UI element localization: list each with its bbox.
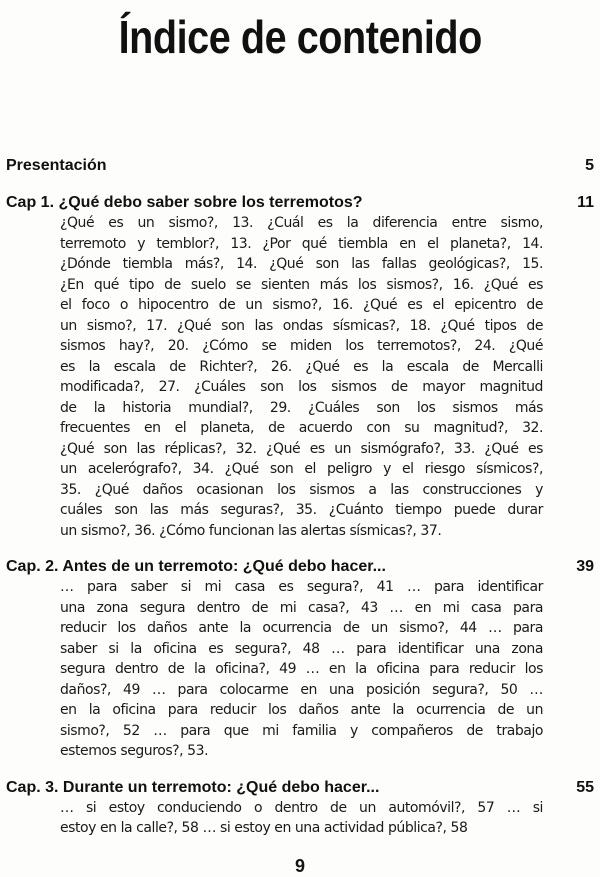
- toc-entry-page: 5: [585, 157, 594, 174]
- toc-topic-line: de la historia mundial?, 29. ¿Cuáles son los sismos más: [60, 399, 543, 416]
- toc-topic-line: un acelerógrafo?, 34. ¿Qué son el peligro y el riesgo sísmicos?,: [60, 461, 543, 477]
- toc-topic-line: 35. ¿Qué daños ocasionan los sismos a las construcciones y: [60, 481, 543, 498]
- toc-entry-cap2-topics: [60, 577, 543, 762]
- toc-entry-cap3: [0, 778, 600, 839]
- toc-topic-line: segura dentro de la oficina?, 49 … en la oficina para reducir los: [60, 661, 543, 677]
- toc-entry-heading: Cap. 2. Antes de un terremoto: ¿Qué debo hacer...: [6, 558, 386, 575]
- toc-topic-line: una zona segura dentro de mi casa?, 43 … en mi casa para: [60, 599, 543, 616]
- toc-entry-cap3-topics: [60, 798, 543, 839]
- toc-entry-link[interactable]: [6, 557, 594, 577]
- toc-entry-heading: Cap 1. ¿Qué debo saber sobre los terremotos?: [6, 194, 363, 211]
- toc-entry-page: 55: [576, 778, 594, 796]
- toc-topic-line: en la oficina para reducir los daños ante la ocurrencia de un: [60, 702, 543, 718]
- toc-entry-page: 39: [576, 558, 594, 575]
- page-title-wrapper: [0, 4, 600, 70]
- toc-entry-cap1-topics: [60, 213, 543, 541]
- toc-topic-line: estemos seguros?, 53.: [60, 743, 209, 759]
- toc-topic-line: modificada?, 27. ¿Cuáles son los sismos de mayor magnitud: [60, 379, 543, 395]
- toc-topic-line: … si estoy conduciendo o dentro de un automóvil?, 57 … si: [60, 799, 543, 816]
- toc-entry-cap2: [0, 557, 600, 762]
- toc-entry-cap1: [0, 193, 600, 541]
- toc-topic-line: ¿Dónde tiembla más?, 14. ¿Qué son las fallas geológicas?, 15.: [60, 256, 543, 272]
- toc-topic-line: reducir los daños ante la ocurrencia de un sismo?, 44 … para: [60, 620, 543, 636]
- toc-topic-line: estoy en la calle?, 58 … si estoy en una actividad pública?, 58: [60, 820, 468, 836]
- toc-entry-page: 11: [577, 194, 594, 211]
- page-number: 9: [294, 855, 305, 876]
- toc-topic-line: daños?, 49 … para colocarme en una posición segura?, 50 …: [60, 681, 543, 698]
- toc-topic-line: cuáles son las más seguras?, 35. ¿Cuánto tiempo puede durar: [60, 502, 543, 518]
- toc-topic-line: saber si la oficina es segura?, 48 … para identificar una zona: [60, 640, 543, 657]
- toc-topic-line: … para saber si mi casa es segura?, 41 … para identificar: [60, 579, 543, 595]
- toc-entry-link[interactable]: [6, 778, 594, 798]
- toc-topic-line: ¿En qué tipo de suelo se sienten más los sismos?, 16. ¿Qué es: [60, 276, 543, 293]
- toc-entry-heading: Cap. 3. Durante un terremoto: ¿Qué debo hacer...: [6, 778, 380, 796]
- toc-topic-line: un sismo?, 36. ¿Cómo funcionan las alertas sísmicas?, 37.: [60, 522, 442, 539]
- toc-entry-link[interactable]: [6, 156, 594, 176]
- toc-topic-line: ¿Qué son las réplicas?, 32. ¿Qué es un sismógrafo?, 33. ¿Qué es: [60, 440, 543, 457]
- toc-topic-line: sismos hay?, 20. ¿Cómo se miden los terremotos?, 24. ¿Qué: [60, 338, 543, 354]
- toc-topic-line: es la escala de Richter?, 26. ¿Qué es la escala de Mercalli: [60, 358, 543, 375]
- toc-topic-line: ¿Qué es un sismo?, 13. ¿Cuál es la diferencia entre sismo,: [60, 215, 543, 231]
- toc-topic-line: un sismo?, 17. ¿Qué son las ondas sísmicas?, 18. ¿Qué tipos de: [60, 317, 543, 334]
- toc-topic-line: terremoto y temblor?, 13. ¿Por qué tiembla en el planeta?, 14.: [60, 235, 543, 252]
- toc-entry-presentacion: [0, 156, 600, 176]
- toc-topic-line: sismo?, 52 … para que mi familia y compañeros de trabajo: [60, 722, 543, 739]
- toc-topic-line: frecuentes en el planeta, de acuerdo con su magnitud?, 32.: [60, 420, 543, 436]
- toc-entry-link[interactable]: [6, 193, 594, 213]
- toc-topic-line: el foco o hipocentro de un sismo?, 16. ¿Qué es el epicentro de: [60, 297, 543, 313]
- toc-entry-heading: Presentación: [6, 157, 107, 174]
- page-title: Índice de contenido: [118, 11, 482, 63]
